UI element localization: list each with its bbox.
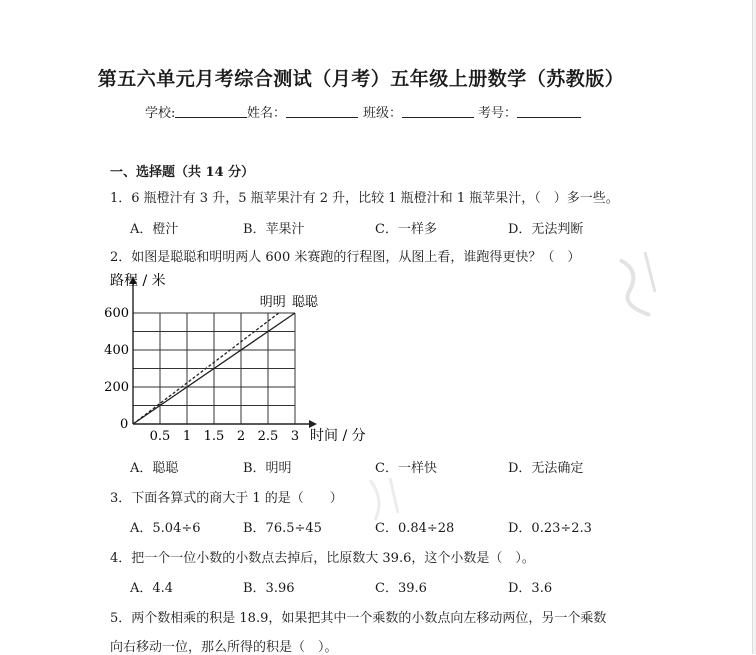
q2-option-b: B．明明 [243, 461, 292, 476]
x-tick-label: 3 [290, 429, 300, 444]
x-tick-label: 2 [236, 429, 246, 444]
y-axis-label: 路程 / 米 [110, 273, 166, 289]
section-heading: 一、选择题（共 14 分） [110, 165, 255, 180]
origin-label: 0 [120, 417, 129, 432]
class-label: 班级： [363, 106, 403, 121]
question-1: 1．6 瓶橙汁有 3 升，5 瓶苹果汁有 2 升，比较 1 瓶橙汁和 1 瓶苹果汁，（ ）多一些。 [110, 191, 619, 206]
number-field [478, 102, 585, 121]
class-field [363, 102, 478, 121]
school-label: 学校: [145, 106, 176, 121]
q4-option-d: D．3.6 [508, 581, 553, 596]
question-3: 3．下面各算式的商大于 1 的是（ ） [110, 491, 343, 506]
distance-time-chart [100, 268, 380, 448]
q1-option-c: C．一样多 [375, 222, 437, 237]
q2-option-d: D．无法确定 [508, 461, 584, 476]
series-label-congcong: 聪聪 [291, 295, 319, 310]
x-tick-label: 0.5 [149, 429, 171, 444]
name-field [247, 102, 362, 121]
q1-option-a: A．橙汁 [130, 222, 179, 237]
school-blank [175, 104, 247, 118]
q2-option-a: A．聪聪 [130, 461, 179, 476]
chart-lines [133, 295, 319, 424]
y-tick-label: 200 [104, 380, 129, 395]
question-4: 4．把一个一位小数的小数点去掉后，比原数大 39.6，这个小数是（ ）。 [110, 551, 535, 566]
number-blank [517, 104, 581, 118]
school-field [145, 102, 251, 121]
y-tick-label: 600 [104, 306, 129, 321]
watermark-mark-2 [360, 470, 420, 530]
q3-option-a: A．5.04÷6 [130, 521, 201, 536]
question-2: 2．如图是聪聪和明明两人 600 米赛跑的行程图，从图上看，谁跑得更快？（ ） [110, 250, 581, 265]
q3-option-b: B．76.5÷45 [243, 521, 322, 536]
x-tick-label: 1 [182, 429, 192, 444]
q2-option-c: C．一样快 [375, 461, 437, 476]
x-tick-label: 1.5 [203, 429, 225, 444]
x-axis-arrow [309, 420, 317, 428]
page-title: 第五六单元月考综合测试（月考）五年级上册数学（苏教版） [97, 68, 625, 90]
q1-option-b: B．苹果汁 [243, 222, 305, 237]
q3-option-d: D．0.23÷2.3 [508, 521, 592, 536]
series-label-mingming: 明明 [259, 295, 286, 310]
question-5-continued: 向右移动一位，那么所得的积是（ ）。 [110, 640, 338, 655]
class-blank [402, 104, 474, 118]
page-edge [752, 0, 753, 654]
q3-option-c: C．0.84÷28 [375, 521, 455, 536]
y-tick-label: 400 [104, 343, 129, 358]
question-5: 5．两个数相乘的积是 18.9，如果把其中一个乘数的小数点向左移动两位，另一个乘数 [110, 611, 607, 626]
x-tick-label: 2.5 [257, 429, 279, 444]
q4-option-b: B．3.96 [243, 581, 295, 596]
name-blank [286, 104, 358, 118]
q4-option-a: A．4.4 [130, 581, 174, 596]
watermark-mark-1 [600, 240, 680, 320]
q4-option-c: C．39.6 [375, 581, 427, 596]
q1-option-d: D．无法判断 [508, 222, 584, 237]
name-label: 姓名： [247, 106, 287, 121]
x-axis-label: 时间 / 分 [310, 428, 366, 444]
number-label: 考号： [478, 106, 518, 121]
